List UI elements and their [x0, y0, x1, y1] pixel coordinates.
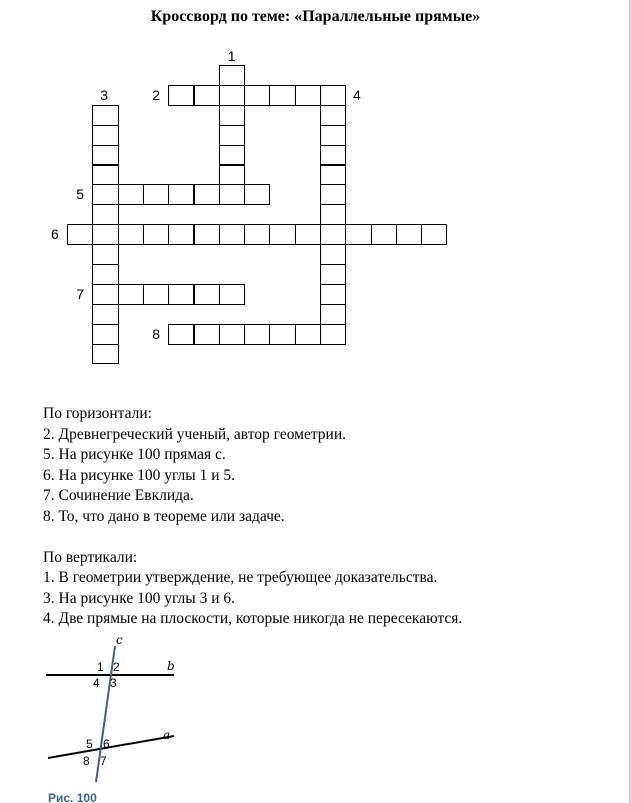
crossword-cell[interactable] — [194, 324, 220, 345]
crossword-cell[interactable] — [320, 204, 346, 225]
crossword-cell[interactable] — [219, 184, 245, 205]
crossword-cell[interactable] — [219, 65, 245, 86]
crossword-cell[interactable] — [143, 184, 169, 205]
crossword-cell[interactable] — [168, 284, 194, 305]
crossword-cell[interactable] — [320, 244, 346, 265]
horizontal-heading: По горизонтали: — [43, 405, 152, 422]
clue-horizontal-7: 7. Сочинение Евклида. — [43, 487, 194, 505]
crossword-cell[interactable] — [92, 304, 118, 325]
label-a: a — [163, 728, 171, 742]
crossword-cell[interactable] — [269, 85, 295, 106]
clue-number-3: 3 — [100, 86, 109, 103]
crossword-cell[interactable] — [92, 204, 118, 225]
clue-vertical-4: 4. Две прямые на плоскости, которые никогда не пересекаются. — [43, 610, 463, 628]
crossword-cell[interactable] — [320, 284, 346, 305]
page-title: Кроссворд по теме: «Параллельные прямые» — [150, 8, 481, 25]
clue-number-2: 2 — [152, 86, 160, 103]
crossword-cell[interactable] — [371, 224, 397, 245]
crossword-cell[interactable] — [92, 324, 118, 345]
crossword-cell[interactable] — [92, 184, 118, 205]
crossword-cell[interactable] — [168, 184, 194, 205]
crossword-cell[interactable] — [194, 284, 220, 305]
crossword-cell[interactable] — [219, 165, 245, 186]
clue-number-6: 6 — [51, 226, 59, 243]
crossword-cell[interactable] — [118, 184, 144, 205]
angle-2: 2 — [113, 660, 120, 674]
clue-number-1: 1 — [227, 48, 236, 64]
crossword-cell[interactable] — [295, 224, 321, 245]
angle-7: 7 — [100, 754, 107, 768]
crossword-cell[interactable] — [244, 324, 270, 345]
crossword-cell[interactable] — [320, 125, 346, 146]
crossword-cell[interactable] — [143, 284, 169, 305]
angle-3: 3 — [110, 676, 117, 690]
crossword-cell[interactable] — [92, 264, 118, 285]
crossword-cell[interactable] — [67, 224, 93, 245]
crossword-cell[interactable] — [219, 284, 245, 305]
crossword-cell[interactable] — [320, 105, 346, 126]
crossword-cell[interactable] — [168, 224, 194, 245]
clue-vertical-3: 3. На рисунке 100 углы 3 и 6. — [43, 589, 236, 607]
line-a — [48, 736, 174, 758]
angle-1: 1 — [97, 660, 104, 674]
label-b: b — [167, 659, 175, 673]
crossword-cell[interactable] — [118, 284, 144, 305]
clue-number-5: 5 — [76, 186, 85, 203]
crossword-cell[interactable] — [168, 85, 194, 106]
crossword-cell[interactable] — [194, 85, 220, 106]
clue-horizontal-5: 5. На рисунке 100 прямая с. — [43, 446, 226, 464]
crossword-cell[interactable] — [219, 125, 245, 146]
angle-5: 5 — [86, 737, 93, 751]
crossword-cell[interactable] — [92, 125, 118, 146]
crossword-cell[interactable] — [244, 224, 270, 245]
crossword-cell[interactable] — [92, 165, 118, 186]
angle-8: 8 — [83, 754, 90, 768]
clue-horizontal-8: 8. То, что дано в теореме или задаче. — [43, 507, 285, 525]
crossword-cell[interactable] — [345, 224, 371, 245]
crossword-cell[interactable] — [143, 224, 169, 245]
crossword-cell[interactable] — [320, 324, 346, 345]
angle-6: 6 — [103, 737, 110, 751]
crossword-cell[interactable] — [269, 224, 295, 245]
figure-caption: Рис. 100 — [48, 791, 97, 803]
crossword-cell[interactable] — [320, 145, 346, 166]
crossword-cell[interactable] — [219, 324, 245, 345]
crossword-cell[interactable] — [118, 224, 144, 245]
crossword-cell[interactable] — [92, 244, 118, 265]
crossword-cell[interactable] — [92, 224, 118, 245]
clues-section — [43, 404, 462, 630]
crossword-cell[interactable] — [320, 264, 346, 285]
crossword-cell[interactable] — [219, 145, 245, 166]
crossword-cell[interactable] — [320, 224, 346, 245]
crossword-cell[interactable] — [219, 224, 245, 245]
crossword-cell[interactable] — [295, 85, 321, 106]
crossword-cell[interactable] — [320, 184, 346, 205]
crossword-cell[interactable] — [92, 105, 118, 126]
crossword-cell[interactable] — [244, 85, 270, 106]
crossword-cell[interactable] — [295, 324, 321, 345]
crossword-cell[interactable] — [421, 224, 447, 245]
crossword-cell[interactable] — [194, 184, 220, 205]
crossword-cell[interactable] — [219, 85, 245, 106]
crossword-cell[interactable] — [92, 284, 118, 305]
crossword-cell[interactable] — [320, 304, 346, 325]
crossword-cell[interactable] — [244, 184, 270, 205]
label-c: c — [116, 633, 123, 647]
crossword-cell[interactable] — [269, 324, 295, 345]
vertical-heading: По вертикали: — [43, 548, 138, 566]
crossword-cell[interactable] — [320, 165, 346, 186]
clue-number-7: 7 — [76, 285, 85, 302]
crossword-cell[interactable] — [168, 324, 194, 345]
angle-4: 4 — [93, 676, 100, 690]
crossword-cell[interactable] — [396, 224, 422, 245]
clue-horizontal-6: 6. На рисунке 100 углы 1 и 5. — [43, 466, 236, 484]
clue-number-4: 4 — [353, 86, 361, 103]
crossword-cell[interactable] — [92, 145, 118, 166]
figure-100 — [40, 632, 190, 803]
crossword-cell[interactable] — [194, 224, 220, 245]
clue-horizontal-2: 2. Древнегреческий ученый, автор геометрии. — [43, 425, 347, 443]
clue-number-8: 8 — [152, 325, 160, 342]
crossword-cell[interactable] — [320, 85, 346, 106]
crossword-cell[interactable] — [219, 105, 245, 126]
crossword-cell[interactable] — [92, 344, 118, 365]
clue-vertical-1: 1. В геометрии утверждение, не требующее доказательства. — [43, 569, 438, 587]
